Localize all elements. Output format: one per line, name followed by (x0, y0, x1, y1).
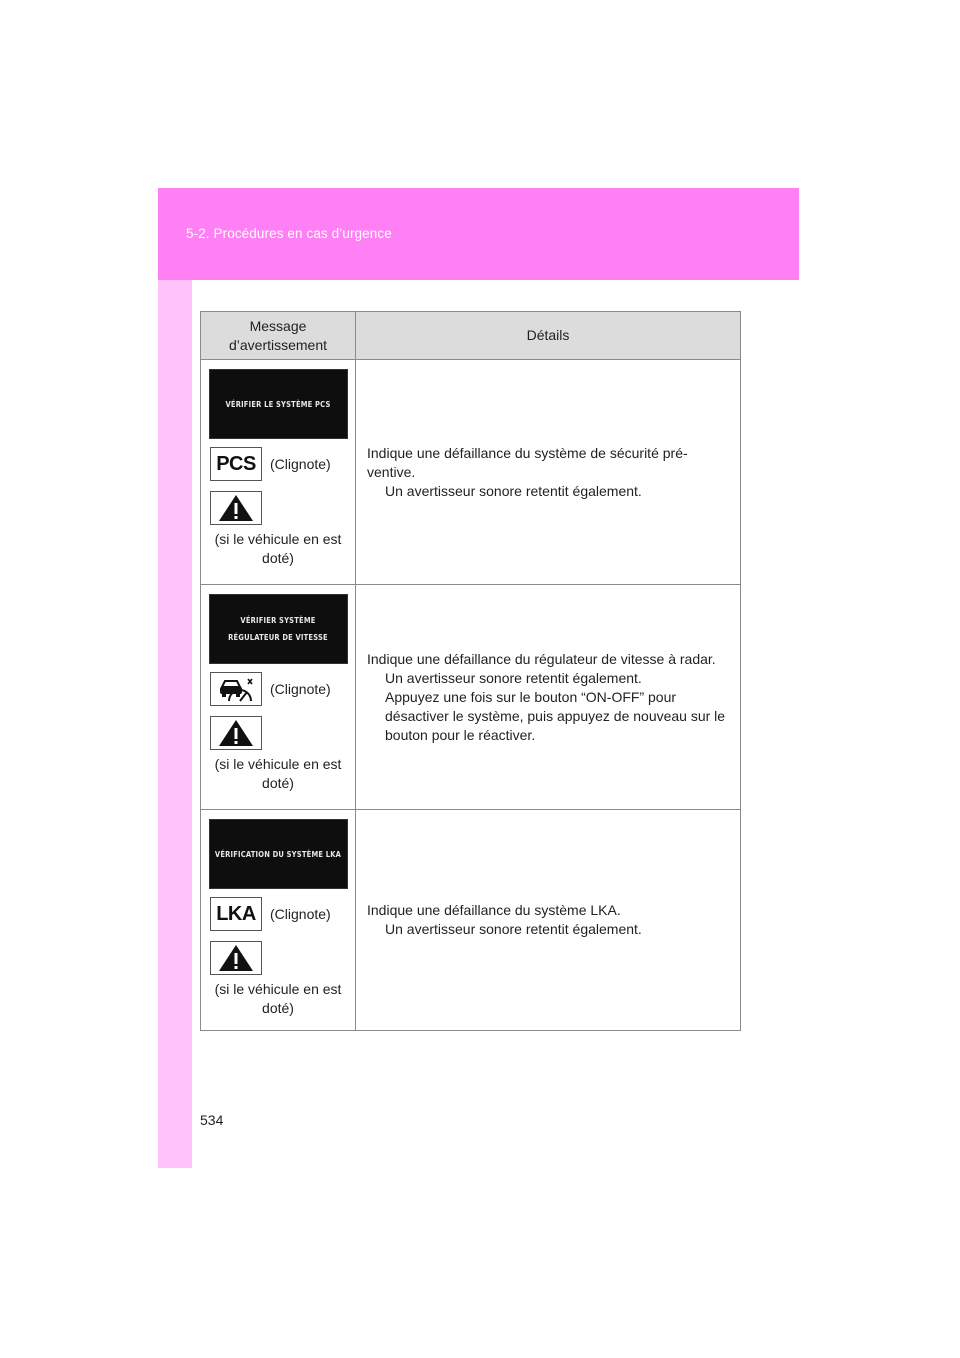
column-header-details: Détails (356, 312, 741, 360)
table-row (201, 585, 741, 810)
message-cell (201, 810, 356, 1031)
details-cell (356, 810, 741, 1031)
if-equipped-note: (si le véhicule en est doté) (214, 981, 342, 1016)
details-cell (356, 360, 741, 585)
display-message-line-1: VÉRIFIER SYSTÈME (240, 616, 316, 625)
if-equipped-note: (si le véhicule en est doté) (214, 531, 342, 566)
detail-text: Indique une défaillance du système LKA. (367, 902, 621, 918)
master-warning-icon (210, 491, 262, 525)
table-row (201, 360, 741, 585)
multi-info-display (209, 594, 348, 664)
blink-note: (Clignote) (270, 905, 331, 922)
warning-message-table (200, 311, 741, 1031)
details-cell (356, 585, 741, 810)
if-equipped-note: (si le véhicule en est doté) (214, 756, 342, 791)
section-title: 5-2. Procédures en cas d’urgence (186, 226, 392, 241)
table-row (201, 810, 741, 1031)
display-message-line-2: RÉGULATEUR DE VITESSE (228, 633, 328, 642)
display-message: VÉRIFICATION DU SYSTÈME LKA (214, 849, 342, 859)
lka-indicator-icon: LKA (210, 897, 262, 931)
multi-info-display (209, 819, 348, 889)
multi-info-display (209, 369, 348, 439)
blink-note: (Clignote) (270, 455, 331, 472)
master-warning-icon (210, 716, 262, 750)
detail-note: Un avertisseur sonore retentit également. (385, 482, 642, 499)
pcs-indicator-icon: PCS (210, 447, 262, 481)
blink-note: (Clignote) (270, 680, 331, 697)
radar-cruise-control-icon (210, 672, 262, 706)
master-warning-icon (210, 941, 262, 975)
display-message: VÉRIFIER LE SYSTÈME PCS (225, 399, 331, 409)
detail-text: Indique une défaillance du régulateur de vitesse à radar. (367, 650, 716, 667)
detail-note: Appuyez une fois sur le bouton “ON-OFF” pour désactiver le système, puis appuyez de nouveau sur le bouton pour le réactiver. (385, 688, 726, 743)
message-cell (201, 360, 356, 585)
detail-note: Un avertisseur sonore retentit également. (385, 669, 642, 686)
side-tab-strip (158, 280, 192, 1168)
column-header-message-label: Message d’avertissement (228, 317, 328, 353)
message-cell (201, 585, 356, 810)
detail-text: Indique une défaillance du système de sécurité pré-ventive. (367, 444, 688, 480)
table-header-row (201, 312, 741, 360)
column-header-message (201, 312, 356, 360)
page-number: 534 (200, 1112, 224, 1128)
detail-note: Un avertisseur sonore retentit également. (385, 921, 642, 937)
